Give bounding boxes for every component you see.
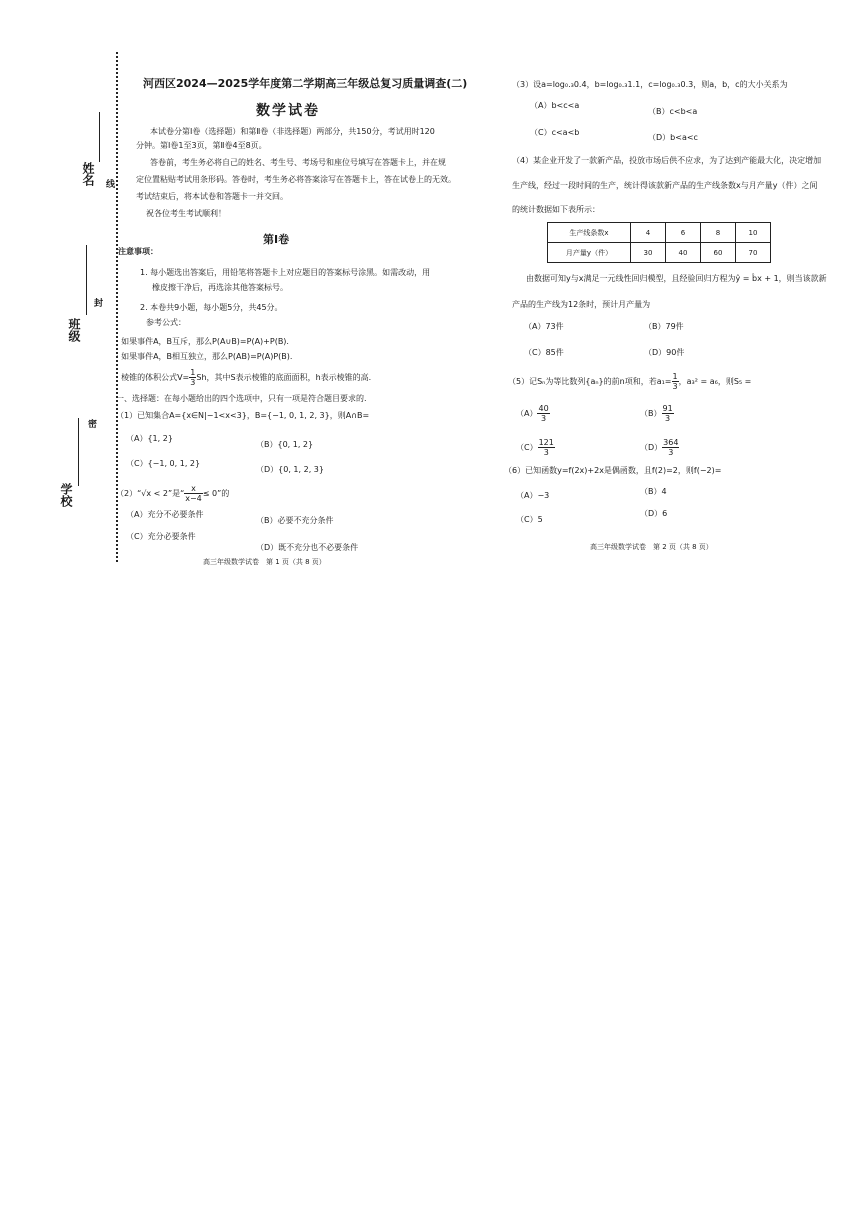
name-label: 姓名 bbox=[81, 162, 95, 186]
table-cell: 40 bbox=[666, 243, 701, 263]
formula-line: · 如果事件A，B互斥，那么P(A∪B)=P(A)+P(B). bbox=[116, 337, 289, 346]
stem-text: （2）“√x < 2”是“ bbox=[116, 488, 185, 498]
fraction bbox=[184, 484, 203, 503]
notes-title: 注意事项： bbox=[118, 247, 158, 256]
school-label: 学校 bbox=[59, 483, 73, 507]
option-b: （B）必要不充分条件 bbox=[256, 516, 334, 525]
option-c bbox=[516, 438, 555, 457]
table-cell: 60 bbox=[701, 243, 736, 263]
class-label: 班级 bbox=[67, 318, 81, 342]
question-stem: 的统计数据如下表所示： bbox=[512, 205, 600, 214]
note-line: 2. 本卷共9小题，每小题5分，共45分。 bbox=[140, 303, 283, 312]
table-row bbox=[548, 223, 771, 243]
fraction-numerator: 40 bbox=[538, 404, 549, 413]
page-footer: 高三年级数学试卷 第 2 页（共 8 页） bbox=[590, 543, 713, 551]
intro-line: 答卷前，考生务必将自己的姓名、考生号、考场号和座位号填写在答题卡上，并在规 bbox=[150, 158, 446, 167]
intro-line: 分钟。第Ⅰ卷1至3页，第Ⅱ卷4至8页。 bbox=[136, 141, 267, 150]
formula-line: · 如果事件A，B相互独立，那么P(AB)=P(A)P(B). bbox=[116, 352, 293, 361]
question-stem: （3）设a=log₀.₃0.4，b=log₀.₃1.1，c=log₀.₃0.3，则a，b，c的大小关系为 bbox=[512, 80, 788, 89]
option-label: （C） bbox=[516, 442, 538, 452]
option-b: （B）c<b<a bbox=[648, 107, 698, 116]
option-c: （C）85件 bbox=[524, 348, 564, 357]
table-cell: 70 bbox=[736, 243, 771, 263]
class-blank-line bbox=[86, 245, 87, 315]
option-d: （D）90件 bbox=[644, 348, 685, 357]
seal-mark-seal: 封 bbox=[94, 299, 104, 309]
formula-text: Sh，其中S表示棱锥的底面面积，h表示棱锥的高. bbox=[196, 372, 372, 382]
question-stem: 生产线，经过一段时间的生产，统计得该款新产品的生产线条数x与月产量y（件）之间 bbox=[512, 181, 818, 190]
fraction-numerator: 364 bbox=[663, 438, 679, 447]
table-cell: 6 bbox=[666, 223, 701, 243]
question-stem bbox=[116, 484, 229, 503]
option-label: （A） bbox=[516, 408, 538, 418]
fraction-denominator: 3 bbox=[665, 414, 671, 423]
seal-mark-line: 线 bbox=[106, 180, 116, 190]
fraction-denominator: x−4 bbox=[185, 494, 202, 503]
option-c: （C）5 bbox=[516, 515, 543, 524]
table-row bbox=[548, 243, 771, 263]
option-b: （B）79件 bbox=[644, 322, 684, 331]
option-b bbox=[640, 404, 674, 423]
fraction bbox=[537, 404, 549, 423]
stem-text: ，a₃² = a₆，则S₅ = bbox=[678, 376, 752, 386]
production-table bbox=[547, 222, 771, 263]
page-footer: 高三年级数学试卷 第 1 页（共 8 页） bbox=[203, 558, 326, 566]
intro-line: 本试卷分第Ⅰ卷（选择题）和第Ⅱ卷（非选择题）两部分，共150分，考试用时120 bbox=[150, 127, 435, 136]
table-row-header: 月产量y（件） bbox=[548, 243, 631, 263]
option-d: （D）既不充分也不必要条件 bbox=[256, 543, 359, 552]
option-label: （B） bbox=[640, 408, 662, 418]
option-b: （B）{0, 1, 2} bbox=[256, 440, 314, 449]
option-c: （C）{−1, 0, 1, 2} bbox=[126, 459, 201, 468]
option-d bbox=[640, 438, 679, 457]
option-d: （D）b<a<c bbox=[648, 133, 698, 142]
table-cell: 8 bbox=[701, 223, 736, 243]
stem-text: （5）记Sₙ为等比数列{aₙ}的前n项和，若a₁= bbox=[508, 376, 672, 386]
note-line: 橡皮擦干净后，再选涂其他答案标号。 bbox=[152, 283, 288, 292]
option-label: （D） bbox=[640, 442, 663, 452]
fraction bbox=[662, 438, 679, 457]
question-stem: 产品的生产线为12条时，预计月产量为 bbox=[512, 300, 651, 309]
stem-text: ≤ 0”的 bbox=[202, 488, 230, 498]
option-c: （C）充分必要条件 bbox=[126, 532, 196, 541]
fraction: $\frac{1}{3}$ bbox=[672, 372, 678, 391]
option-d: （D）6 bbox=[640, 509, 668, 518]
name-blank-line bbox=[99, 112, 100, 162]
fraction-numerator: x bbox=[184, 484, 203, 494]
question-stem: 由数据可知y与x满足一元线性回归模型，且经验回归方程为ŷ = b̂x + 1，则当该款新 bbox=[526, 274, 827, 283]
fraction: $\frac{1}{3}$ bbox=[190, 368, 196, 387]
fraction bbox=[662, 404, 674, 423]
option-a bbox=[516, 404, 550, 423]
table-cell: 30 bbox=[631, 243, 666, 263]
table-cell: 10 bbox=[736, 223, 771, 243]
intro-line: 祝各位考生考试顺利！ bbox=[146, 209, 226, 218]
question-stem: （4）某企业开发了一款新产品，投放市场后供不应求，为了达到产能最大化，决定增加 bbox=[512, 156, 822, 165]
fraction-denominator: 3 bbox=[541, 414, 547, 423]
exam-header: 河西区2024—2025学年度第二学期高三年级总复习质量调查(二) bbox=[143, 77, 468, 90]
section-heading: 第Ⅰ卷 bbox=[263, 233, 290, 246]
fraction bbox=[538, 438, 555, 457]
option-a: （A）−3 bbox=[516, 491, 550, 500]
option-a: （A）b<c<a bbox=[530, 101, 580, 110]
option-b: （B）4 bbox=[640, 487, 667, 496]
note-line: 1. 每小题选出答案后，用铅笔将答题卡上对应题目的答案标号涂黑。如需改动，用 bbox=[140, 268, 431, 277]
formula-text: · 棱锥的体积公式V= bbox=[116, 372, 190, 382]
fraction-numerator: 121 bbox=[538, 438, 554, 447]
option-d: （D）{0, 1, 2, 3} bbox=[256, 465, 324, 474]
intro-line: 定位置粘贴考试用条形码。答卷时，考生务必将答案涂写在答题卡上，答在试卷上的无效。 bbox=[136, 175, 456, 184]
question-stem: （1）已知集合A={x∈N|−1<x<3}，B={−1, 0, 1, 2, 3}，则A∩B= bbox=[116, 411, 370, 420]
part-heading: 一、选择题：在每小题给出的四个选项中，只有一项是符合题目要求的. bbox=[116, 394, 367, 403]
fraction-denominator: 3 bbox=[668, 448, 674, 457]
question-stem bbox=[508, 372, 751, 391]
intro-line: 考试结束后，将本试卷和答题卡一并交回。 bbox=[136, 192, 288, 201]
table-cell: 4 bbox=[631, 223, 666, 243]
fraction-denominator: 3 bbox=[543, 448, 549, 457]
table-row-header: 生产线条数x bbox=[548, 223, 631, 243]
option-c: （C）c<a<b bbox=[530, 128, 580, 137]
exam-title: 数学试卷 bbox=[256, 103, 320, 119]
school-blank-line bbox=[78, 418, 79, 486]
formula-line bbox=[116, 368, 371, 387]
seal-mark-secret: 密 bbox=[88, 420, 98, 430]
option-a: （A）充分不必要条件 bbox=[126, 510, 204, 519]
note-line: 参考公式： bbox=[146, 318, 186, 327]
fraction-numerator: 91 bbox=[662, 404, 673, 413]
option-a: （A）73件 bbox=[524, 322, 564, 331]
question-stem: （6）已知函数y=f(2x)+2x是偶函数，且f(2)=2，则f(−2)= bbox=[504, 466, 722, 475]
option-a: （A）{1, 2} bbox=[126, 434, 173, 443]
